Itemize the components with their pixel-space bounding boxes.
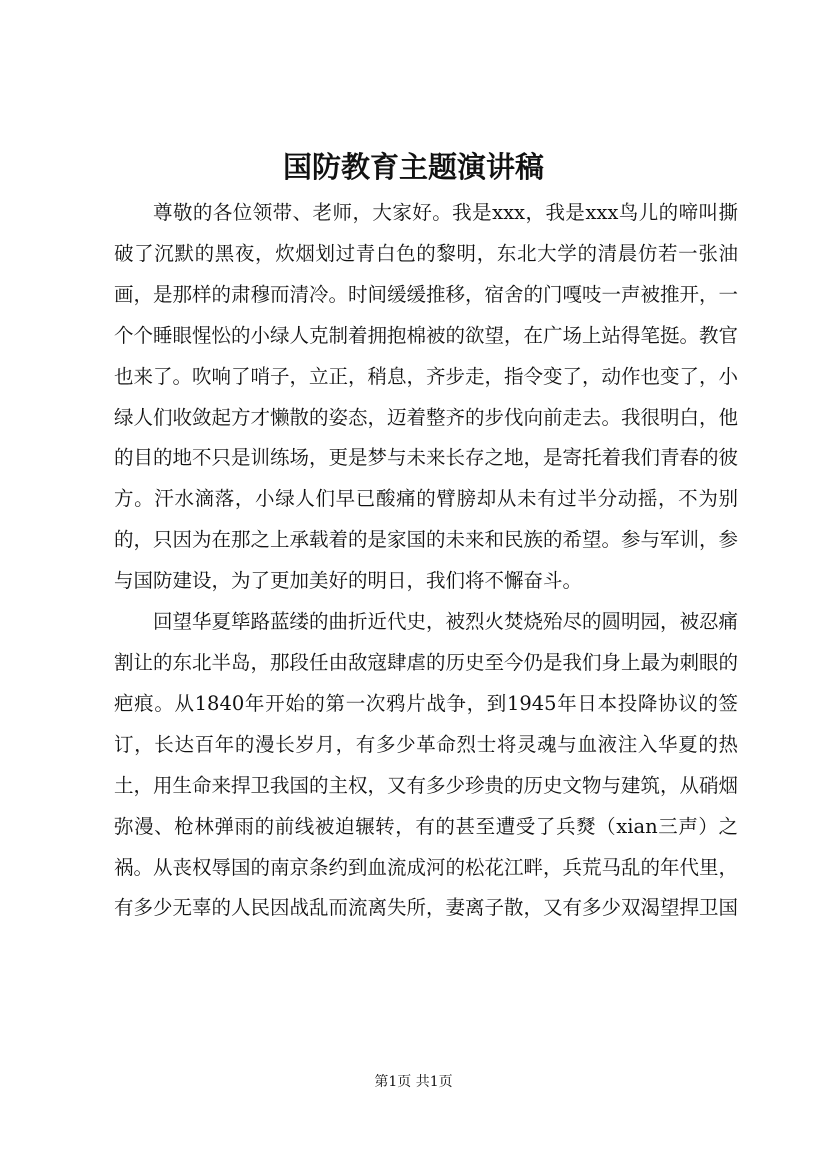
paragraph-1: 尊敬的各位领带、老师，大家好。我是xxx，我是xxx鸟儿的啼叫撕破了沉默的黑夜，炊烟划过青白色的黎明，东北大学的清晨仿若一张油画，是那样的肃穆而清冷。时间缓缓推移，宿舍的门嘎吱一声被推开，一个个睡眼惺忪的小绿人克制着拥抱棉被的欲望，在广场上站得笔挺。教官也来了。吹响了哨子，立正，稍息，齐步走，指令变了，动作也变了，小绿人们收敛起方才懒散的姿态，迈着整齐的步伐向前走去。我很明白，他的目的地不只是训练场，更是梦与未来长存之地，是寄托着我们青春的彼方。汗水滴落，小绿人们早已酸痛的臂膀却从未有过半分动摇，不为别的，只因为在那之上承载着的是家国的未来和民族的希望。参与军训，参与国防建设，为了更加美好的明日，我们将不懈奋斗。 (114, 201, 739, 593)
body-text (114, 193, 738, 929)
paragraph-2: 回望华夏筚路蓝缕的曲折近代史，被烈火焚烧殆尽的圆明园，被忍痛割让的东北半岛，那段任由敌寇肆虐的历史至今仍是我们身上最为刺眼的疤痕。从1840年开始的第一次鸦片战争，到1945年日本投降协议的签订，长达百年的漫长岁月，有多少革命烈士将灵魂与血液注入华夏的热土，用生命来捍卫我国的主权，又有多少珍贵的历史文物与建筑，从硝烟弥漫、枪林弹雨的前线被迫辗转，有的甚至遭受了兵燹（xian三声）之祸。从丧权辱国的南京条约到血流成河的松花江畔，兵荒马乱的年代里，有多少无辜的人民因战乱而流离失所，妻离子散，又有多少双渴望捍卫国 (114, 610, 739, 920)
page-title: 国防教育主题演讲稿 (282, 150, 544, 184)
page-footer: 第1页 共1页 (374, 1074, 453, 1090)
